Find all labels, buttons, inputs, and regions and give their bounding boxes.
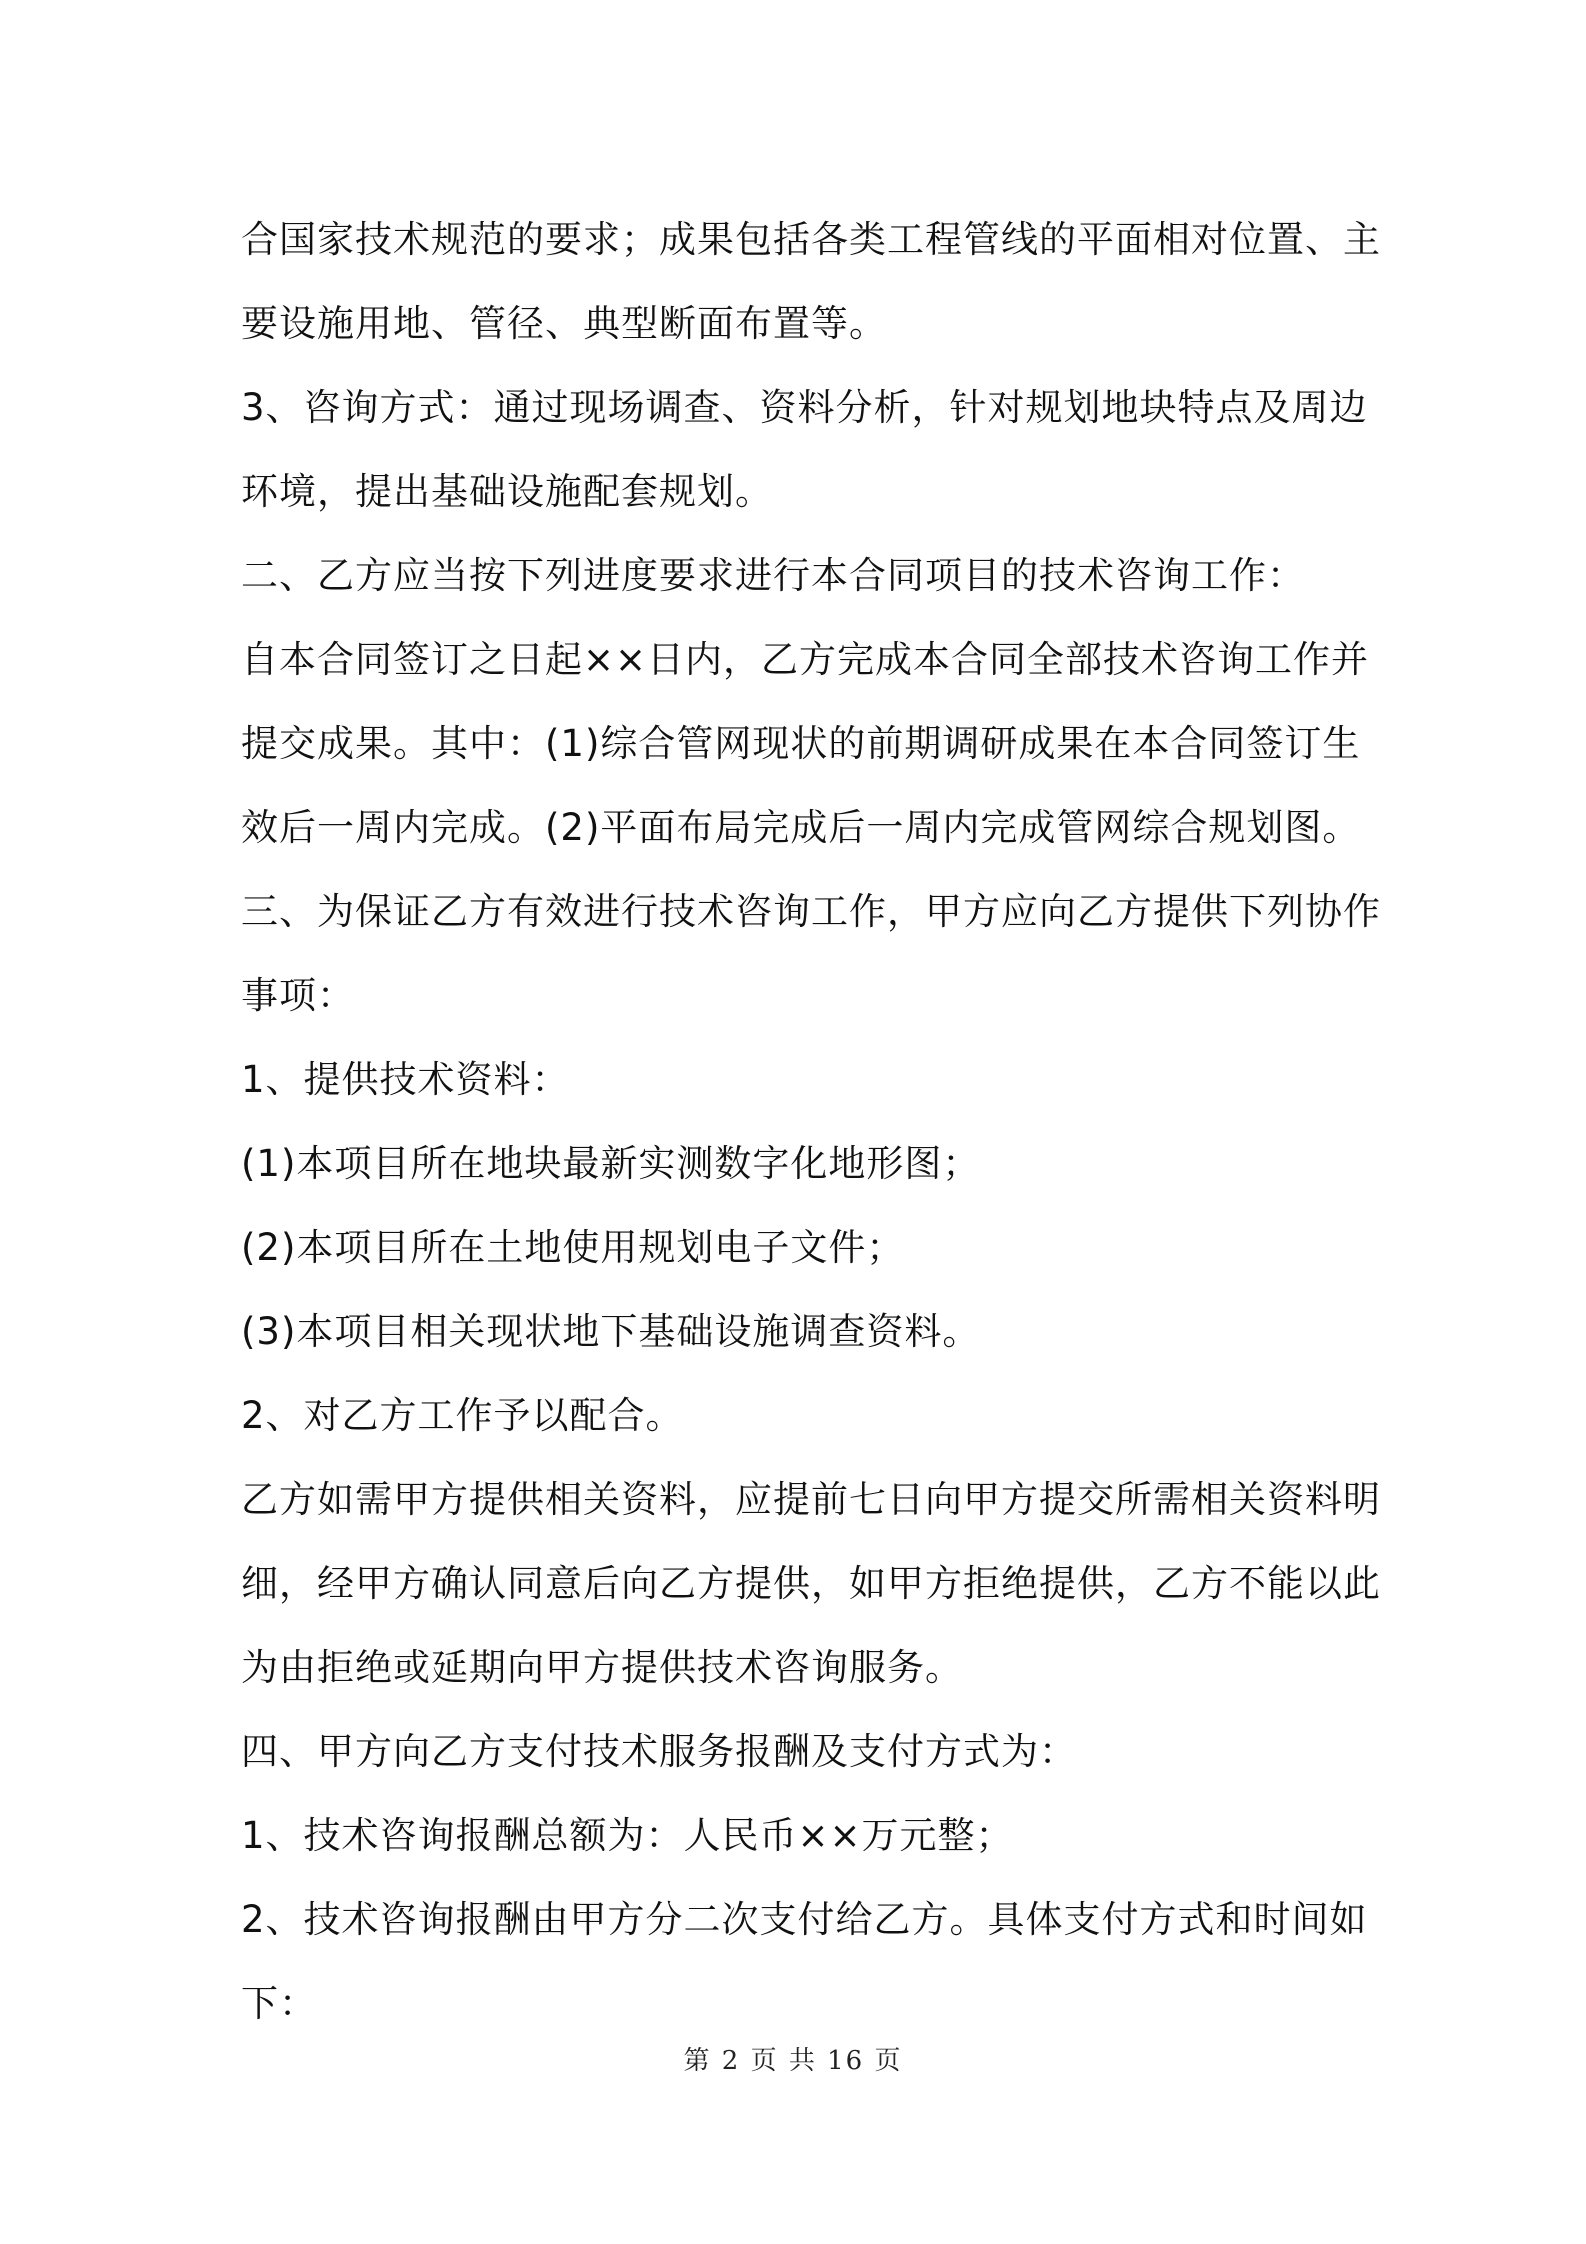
text-line: 3、咨询方式：通过现场调查、资料分析，针对规划地块特点及周边 xyxy=(241,386,1368,429)
text-line: 为由拒绝或延期向甲方提供技术咨询服务。 xyxy=(241,1646,963,1689)
text-line: 自本合同签订之日起××日内，乙方完成本合同全部技术咨询工作并 xyxy=(241,638,1370,681)
list-item: (1)本项目所在地块最新实测数字化地形图； xyxy=(241,1142,981,1185)
section-heading: 二、乙方应当按下列进度要求进行本合同项目的技术咨询工作： xyxy=(241,554,1305,597)
text-line: 合国家技术规范的要求；成果包括各类工程管线的平面相对位置、主 xyxy=(241,218,1381,261)
text-line: 下： xyxy=(241,1982,317,2025)
text-line: 1、技术咨询报酬总额为：人民币××万元整； xyxy=(241,1814,1014,1857)
list-item: (2)本项目所在土地使用规划电子文件； xyxy=(241,1226,905,1269)
page-number-footer: 第 2 页 共 16 页 xyxy=(683,2046,903,2076)
text-line: 乙方如需甲方提供相关资料，应提前七日向甲方提交所需相关资料明 xyxy=(241,1478,1381,1521)
text-line: 细，经甲方确认同意后向乙方提供，如甲方拒绝提供，乙方不能以此 xyxy=(241,1562,1381,1605)
text-line: 2、技术咨询报酬由甲方分二次支付给乙方。具体支付方式和时间如 xyxy=(241,1898,1368,1941)
document-body xyxy=(241,198,1381,2046)
text-line: 环境，提出基础设施配套规划。 xyxy=(241,470,773,513)
list-item: (3)本项目相关现状地下基础设施调查资料。 xyxy=(241,1310,981,1353)
text-line: 2、对乙方工作予以配合。 xyxy=(241,1394,684,1437)
text-line: 要设施用地、管径、典型断面布置等。 xyxy=(241,302,887,345)
section-heading: 四、甲方向乙方支付技术服务报酬及支付方式为： xyxy=(241,1730,1077,1773)
text-line: 1、提供技术资料： xyxy=(241,1058,570,1101)
text-line: 效后一周内完成。(2)平面布局完成后一周内完成管网综合规划图。 xyxy=(241,806,1361,849)
text-line: 事项： xyxy=(241,974,355,1017)
text-line: 提交成果。其中：(1)综合管网现状的前期调研成果在本合同签订生 xyxy=(241,722,1361,765)
section-heading: 三、为保证乙方有效进行技术咨询工作，甲方应向乙方提供下列协作 xyxy=(241,890,1381,933)
